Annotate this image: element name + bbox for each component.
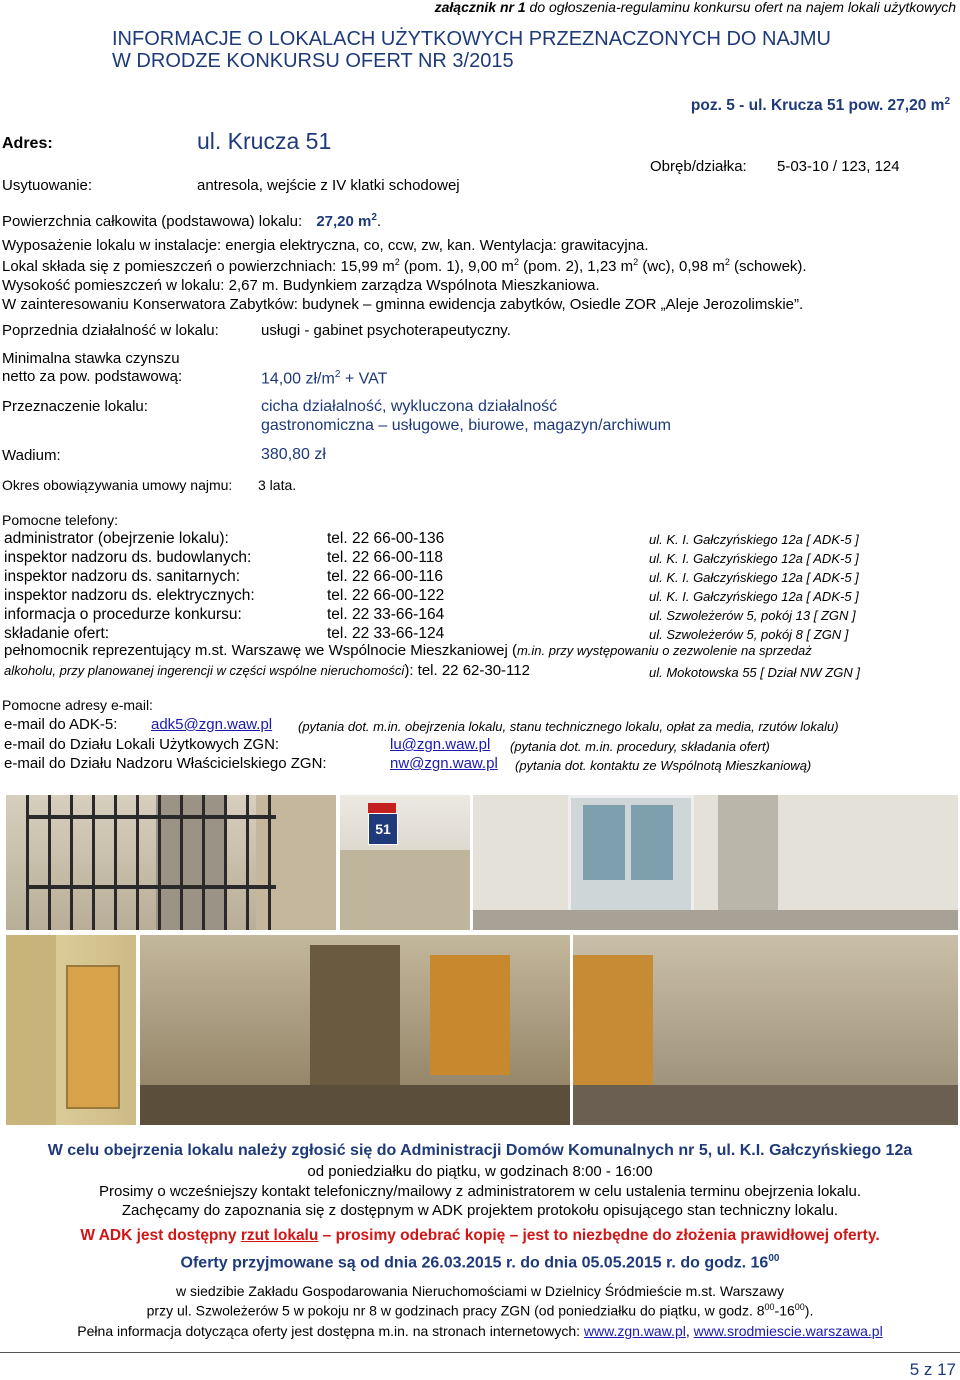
deposit-value: 380,80 zł [261,446,326,463]
phone-row [4,530,859,548]
phone-address: ul. Szwoleżerów 5, pokój 8 [ ZGN ] [649,627,849,642]
phone-number: tel. 22 33-66-164 [327,606,445,623]
phone-row [4,625,849,643]
phone-number: tel. 22 66-00-118 [327,549,444,566]
plan-warning: W ADK jest dostępny rzut lokalu – prosimy odebrać kopię – jest to niezbędne do złożenia prawidłowej oferty. [80,1227,880,1244]
phone-role: administrator (obejrzenie lokalu): [4,530,229,547]
deposit-label: Wadium: [2,447,61,464]
phone-number: tel. 22 66-00-116 [327,568,444,585]
rent-label: Minimalna stawka czynszu netto za pow. podstawową: [2,350,183,385]
proxy-address: ul. Mokotowska 55 [ Dział NW ZGN ] [649,665,860,680]
height-text: Wysokość pomieszczeń w lokalu: 2,67 m. Budynkiem zarządza Wspólnota Mieszkaniowa. [2,277,600,294]
phone-address: ul. Szwoleżerów 5, pokój 13 [ ZGN ] [649,608,856,623]
protocol-note: Zachęcamy do zapoznania się z dostępnym w ADK projektem protokołu opisującego stan techniczny lokalu. [121,1202,839,1219]
photo-interior-corridor [140,935,570,1125]
phone-row [4,606,856,624]
visit-info: W celu obejrzenia lokalu należy zgłosić się do Administracji Domów Komunalnych nr 5, ul. K.I. Gałczyńskiego 12a [47,1142,913,1159]
email-link-lu[interactable]: lu@zgn.waw.pl [390,736,491,753]
rooms-text: Lokal składa się z pomieszczeń o powierzchniach: 15,99 $m^2$ (pom. 1), 9,00 $m^2$ (pom. 2), 1,23 $m^2$ (wc), 0,98 $m^2$ (schowek). [2,257,807,275]
plot-value: 5-03-10 / 123, 124 [777,158,900,175]
emails-heading: Pomocne adresy e-mail: [2,697,153,713]
email-link-adk[interactable]: adk5@zgn.waw.pl [151,716,273,733]
position-summary: poz. 5 - ul. Krucza 51 pow. 27,20 $m^2$ [690,96,950,115]
page-number: 5 z 17 [909,1360,956,1379]
house-number-sign: 51 [368,813,398,845]
phone-number: tel. 22 33-66-124 [327,625,445,642]
phone-address: ul. K. I. Gałczyńskiego 12a [ ADK-5 ] [649,532,859,547]
phone-number: tel. 22 66-00-122 [327,587,445,604]
location-value: antresola, wejście z IV klatki schodowej [197,177,460,194]
equipment-text: Wyposażenie lokalu w instalacje: energia elektryczna, co, ccw, zw, kan. Wentylacja: grawitacyjna. [2,237,649,254]
address-value: ul. Krucza 51 [197,128,332,154]
photo-stairwell-door [6,935,136,1125]
link-zgn[interactable]: www.zgn.waw.pl [583,1323,686,1339]
email-row-nw: e-mail do Działu Nadzoru Właścicielskiego ZGN: [4,755,327,772]
phone-number: tel. 22 66-00-136 [327,530,445,547]
proxy-line-1: pełnomocnik reprezentujący m.st. Warszawę we Wspólnocie Mieszkaniowej (m.in. przy występowaniu o zezwolenie na sprzedaż [4,642,812,659]
rent-value: 14,00 $zł/m^2$ + VAT [261,369,388,388]
annex-note: załącznik nr 1 do ogłoszenia-regulaminu konkursu ofert na najem lokali użytkowych [434,0,956,15]
phone-role: inspektor nadzoru ds. sanitarnych: [4,568,241,585]
photo-door [473,795,958,930]
plot-label: Obręb/działka: [650,158,747,175]
phone-row [4,549,859,567]
office-seat: w siedzibie Zakładu Gospodarowania Nieruchomościami w Dzielnicy Śródmieście m.st. Warszawy [176,1283,784,1299]
footer-divider [0,1352,960,1353]
page-title: INFORMACJE O LOKALACH UŻYTKOWYCH PRZEZNACZONYCH DO NAJMU W DRODZE KONKURSU OFERT NR 3/2015 [112,28,831,72]
phone-role: informacja o procedurze konkursu: [4,606,242,623]
address-label: Adres: [2,135,53,152]
prev-activity-label: Poprzednia działalność w lokalu: [2,322,219,339]
term-value: 3 lata. [258,477,297,493]
photo-interior-room [573,935,958,1125]
purpose-label: Przeznaczenie lokalu: [2,398,148,415]
phone-role: inspektor nadzoru ds. elektrycznych: [4,587,255,604]
phones-heading: Pomocne telefony: [2,512,118,528]
offer-dates: Oferty przyjmowane są od dnia 26.03.2015 r. do dnia 05.05.2015 r. do godz. $16^{00}$ [180,1253,780,1272]
prev-activity-value: usługi - gabinet psychoterapeutyczny. [261,322,511,339]
email-note-adk: (pytania dot. m.in. obejrzenia lokalu, stanu technicznego lokalu, opłat za media, rzutów lokalu) [298,719,839,734]
total-area: Powierzchnia całkowita (podstawowa) lokalu: 27,20 $m^2$. [2,212,382,230]
web-info: Pełna informacja dotycząca oferty jest dostępna m.in. na stronach internetowych: www.zgn.waw.pl, www.srodmiescie.warszawa.pl [77,1323,883,1339]
proxy-line-2: alkoholu, przy planowanej ingerencji w części wspólne nieruchomości): tel. 22 62-30-112 [4,662,530,679]
visit-hours: od poniedziałku do piątku, w godzinach 8:00 - 16:00 [307,1163,653,1180]
photo-street-sign [340,795,470,930]
phone-role: inspektor nadzoru ds. budowlanych: [4,549,252,566]
phone-address: ul. K. I. Gałczyńskiego 12a [ ADK-5 ] [649,589,859,604]
phone-row [4,587,859,605]
email-note-lu: (pytania dot. m.in. procedury, składania ofert) [510,739,770,754]
email-note-nw: (pytania dot. kontaktu ze Wspólnotą Mieszkaniową) [515,758,812,773]
purpose-value: cicha działalność, wykluczona działalność gastronomiczna – usługowe, biurowe, magazyn/archiwum [261,398,671,434]
email-row-adk: e-mail do ADK-5: [4,716,118,733]
conservator-text: W zainteresowaniu Konserwatora Zabytków: budynek – gminna ewidencja zabytków, Osiedle ZOR „Aleje Jerozolimskie”. [2,296,804,313]
contact-request: Prosimy o wcześniejszy kontakt telefoniczny/mailowy z administratorem w celu ustalenia terminu obejrzenia lokalu. [99,1183,861,1200]
phone-role: składanie ofert: [4,625,110,642]
photo-entrance-gate [6,795,336,930]
phone-row [4,568,859,586]
location-label: Usytuowanie: [2,177,93,194]
office-room: przy ul. Szwoleżerów 5 w pokoju nr 8 w godzinach pracy ZGN (od poniedziałku do piątku, w godz. $8^{00}-16^{00}$). [146,1302,814,1319]
link-srodmiescie[interactable]: www.srodmiescie.warszawa.pl [693,1323,883,1339]
phone-address: ul. K. I. Gałczyńskiego 12a [ ADK-5 ] [649,570,859,585]
phone-address: ul. K. I. Gałczyńskiego 12a [ ADK-5 ] [649,551,859,566]
email-link-nw[interactable]: nw@zgn.waw.pl [390,755,498,772]
email-row-lu: e-mail do Działu Lokali Użytkowych ZGN: [4,736,280,753]
term-label: Okres obowiązywania umowy najmu: [2,477,233,493]
